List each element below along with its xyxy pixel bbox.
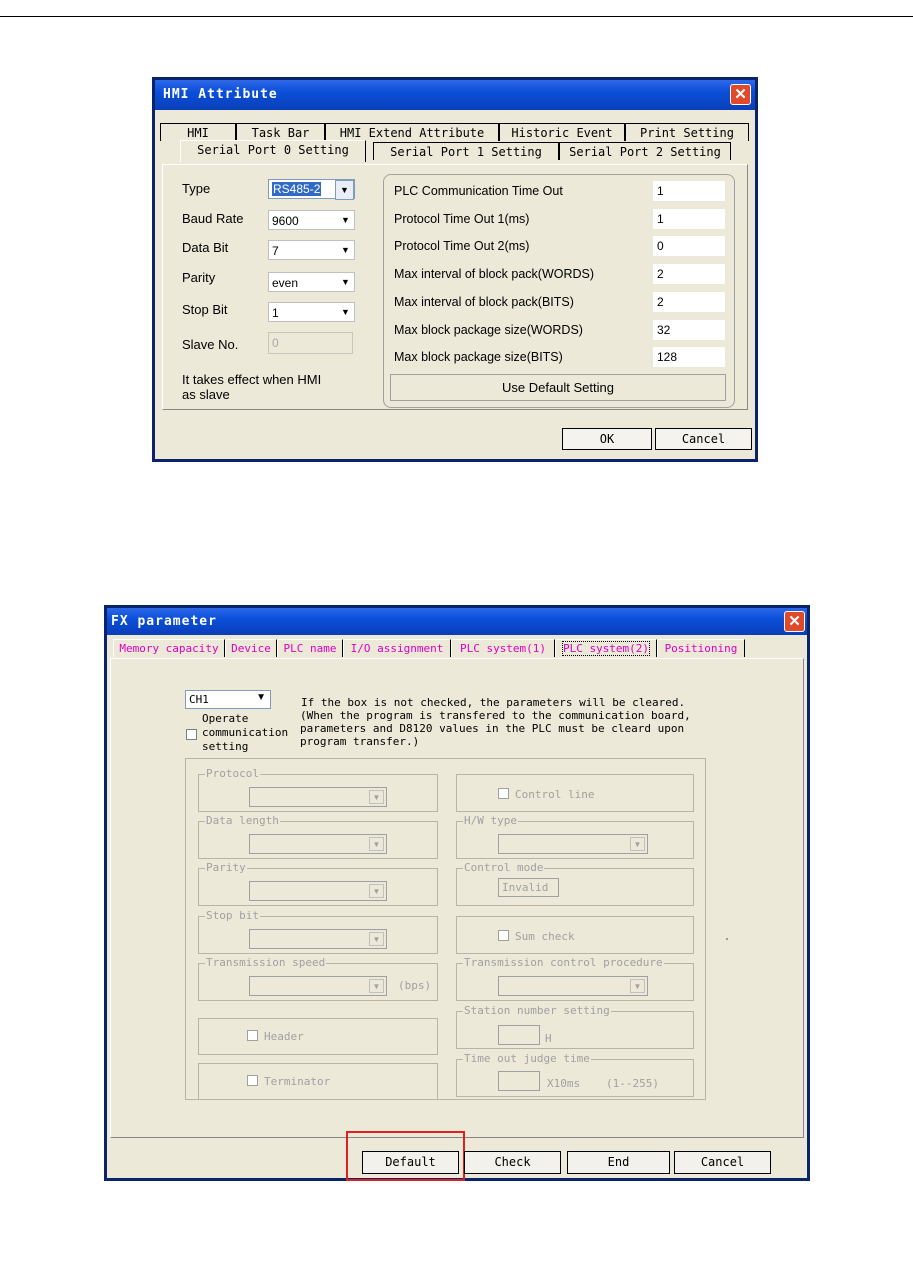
param-label: PLC Communication Time Out bbox=[394, 184, 563, 198]
cancel-button[interactable]: Cancel bbox=[655, 428, 752, 450]
stop-bit-group bbox=[198, 909, 438, 954]
info-line: (When the program is transfered to the communication board, bbox=[300, 709, 691, 722]
slave-no-input[interactable] bbox=[268, 332, 353, 354]
header-group bbox=[198, 1018, 438, 1055]
page-top-rule bbox=[0, 16, 913, 17]
tab-positioning[interactable] bbox=[657, 639, 745, 657]
tab-print-setting[interactable]: Print Setting bbox=[625, 123, 749, 141]
baud-rate-label: Baud Rate bbox=[182, 211, 244, 226]
info-line: parameters and D8120 values in the PLC must be cleard upon bbox=[300, 722, 685, 735]
timeout-group bbox=[456, 1052, 694, 1097]
title-bar bbox=[107, 608, 807, 635]
parity-select[interactable] bbox=[268, 272, 355, 292]
param-value-input[interactable]: 0 bbox=[653, 236, 725, 256]
transmission-control-select[interactable] bbox=[498, 976, 648, 996]
transmission-speed-select[interactable] bbox=[249, 976, 387, 996]
param-value-input[interactable]: 32 bbox=[653, 320, 725, 340]
param-row bbox=[391, 263, 727, 285]
bps-label: (bps) bbox=[398, 979, 432, 992]
param-row bbox=[391, 346, 727, 368]
data-length-select[interactable] bbox=[249, 834, 387, 854]
close-icon[interactable]: ✕ bbox=[730, 84, 751, 105]
station-number-input[interactable] bbox=[498, 1025, 540, 1045]
stop-bit-label: Stop Bit bbox=[182, 302, 228, 317]
tab-serial-port-2[interactable]: Serial Port 2 Setting bbox=[559, 142, 731, 160]
tab-hmi[interactable]: HMI bbox=[160, 123, 236, 141]
param-label: Protocol Time Out 2(ms) bbox=[394, 239, 530, 254]
chevron-down-icon[interactable]: ▼ bbox=[256, 692, 266, 703]
stop-bit-select[interactable] bbox=[268, 302, 355, 322]
stop-bit-value: 1 bbox=[272, 306, 279, 320]
station-number-suffix: H bbox=[545, 1032, 552, 1045]
tab-hmi-extend-attribute[interactable]: HMI Extend Attribute bbox=[325, 123, 499, 141]
stop-bit-legend: Stop bit bbox=[206, 909, 259, 922]
param-label: Max block package size(WORDS) bbox=[394, 322, 583, 337]
param-value-input[interactable]: 1 bbox=[653, 181, 725, 201]
sum-check-label: Sum check bbox=[515, 930, 575, 943]
param-label: Max block package size(BITS) bbox=[394, 350, 563, 365]
operate-checkbox[interactable] bbox=[186, 729, 197, 740]
parity-value: even bbox=[272, 276, 299, 290]
data-bit-value: 7 bbox=[272, 244, 279, 258]
tab-label: Memory capacity bbox=[119, 642, 219, 655]
tab-task-bar[interactable]: Task Bar bbox=[236, 123, 325, 141]
param-row bbox=[391, 208, 727, 230]
chevron-down-icon[interactable]: ▼ bbox=[369, 790, 384, 804]
channel-value: CH1 bbox=[189, 693, 209, 706]
chevron-down-icon[interactable]: ▼ bbox=[630, 837, 645, 851]
timeout-range: (1--255) bbox=[606, 1077, 659, 1090]
chevron-down-icon[interactable]: ▼ bbox=[630, 979, 645, 993]
sum-check-checkbox[interactable] bbox=[498, 930, 509, 941]
control-line-group bbox=[456, 774, 694, 812]
info-line: program transfer.) bbox=[300, 735, 420, 748]
tab-memory-capacity[interactable] bbox=[113, 639, 225, 657]
baud-rate-value: 9600 bbox=[272, 214, 299, 228]
hw-type-select[interactable] bbox=[498, 834, 648, 854]
param-row bbox=[391, 180, 727, 202]
dialog-title: HMI Attribute bbox=[163, 87, 278, 102]
type-label: Type bbox=[182, 181, 211, 196]
transmission-control-group bbox=[456, 956, 694, 1001]
chevron-down-icon[interactable]: ▼ bbox=[337, 303, 354, 321]
tab-label: I/O assignment bbox=[350, 642, 444, 655]
control-mode-legend: Control mode bbox=[464, 861, 544, 874]
tab-serial-port-1[interactable]: Serial Port 1 Setting bbox=[373, 142, 559, 160]
tab-plc-system-2[interactable] bbox=[555, 639, 657, 657]
control-mode-value: Invalid bbox=[502, 881, 549, 894]
control-line-label: Control line bbox=[515, 788, 595, 801]
close-icon[interactable]: ✕ bbox=[784, 611, 805, 632]
transmission-speed-legend: Transmission speed bbox=[206, 956, 326, 969]
transmission-speed-group bbox=[198, 956, 438, 1001]
data-length-group bbox=[198, 814, 438, 859]
station-number-group bbox=[456, 1004, 694, 1049]
slave-no-label: Slave No. bbox=[182, 337, 239, 352]
parity-label: Parity bbox=[182, 270, 216, 285]
header-checkbox[interactable] bbox=[247, 1030, 258, 1041]
protocol-legend: Protocol bbox=[206, 767, 259, 780]
type-value: RS485-2 bbox=[273, 182, 321, 196]
tab-i-o-assignment[interactable] bbox=[343, 639, 451, 657]
parity-select[interactable] bbox=[249, 881, 387, 901]
parity-legend: Parity bbox=[206, 861, 246, 874]
param-label: Max interval of block pack(WORDS) bbox=[394, 267, 595, 282]
protocol-group bbox=[198, 767, 438, 812]
sum-check-group bbox=[456, 916, 694, 954]
tab-label: PLC system(2) bbox=[562, 642, 650, 655]
tab-device[interactable] bbox=[225, 639, 277, 657]
chevron-down-icon[interactable]: ▼ bbox=[337, 273, 354, 291]
tab-plc-system-1[interactable] bbox=[451, 639, 555, 657]
operate-label: Operate communication setting bbox=[202, 712, 289, 753]
timeout-unit: X10ms bbox=[547, 1077, 581, 1090]
dialog-title: FX parameter bbox=[111, 614, 217, 629]
param-row bbox=[391, 235, 727, 257]
data-bit-label: Data Bit bbox=[182, 240, 229, 255]
chevron-down-icon[interactable]: ▼ bbox=[369, 932, 384, 946]
end-button[interactable]: End bbox=[567, 1151, 670, 1174]
protocol-select[interactable] bbox=[249, 787, 387, 807]
baud-rate-select[interactable] bbox=[268, 210, 355, 230]
tab-label: Device bbox=[231, 642, 271, 655]
control-mode-field bbox=[498, 878, 559, 897]
chevron-down-icon[interactable]: ▼ bbox=[337, 241, 354, 259]
tab-label: PLC name bbox=[283, 642, 337, 655]
ok-button[interactable]: OK bbox=[562, 428, 652, 450]
station-number-legend: Station number setting bbox=[464, 1004, 610, 1017]
tab-historic-event[interactable]: Historic Event bbox=[499, 123, 625, 141]
param-label: Max interval of block pack(BITS) bbox=[394, 294, 574, 309]
tab-label: Positioning bbox=[664, 642, 738, 655]
hw-type-group bbox=[456, 814, 694, 859]
chevron-down-icon[interactable]: ▼ bbox=[369, 979, 384, 993]
check-button[interactable]: Check bbox=[464, 1151, 561, 1174]
chevron-down-icon[interactable]: ▼ bbox=[337, 211, 354, 229]
terminator-label: Terminator bbox=[264, 1075, 331, 1088]
timeout-legend: Time out judge time bbox=[464, 1052, 590, 1065]
data-bit-select[interactable] bbox=[268, 240, 355, 260]
slave-no-value: 0 bbox=[272, 336, 279, 350]
terminator-group bbox=[198, 1063, 438, 1100]
chevron-down-icon[interactable]: ▼ bbox=[369, 884, 384, 898]
data-length-legend: Data length bbox=[206, 814, 279, 827]
hw-type-legend: H/W type bbox=[464, 814, 517, 827]
param-value-input[interactable]: 2 bbox=[653, 264, 725, 284]
chevron-down-icon[interactable]: ▼ bbox=[335, 180, 354, 200]
terminator-checkbox[interactable] bbox=[247, 1075, 258, 1086]
param-value-input[interactable]: 1 bbox=[653, 209, 725, 229]
channel-select[interactable] bbox=[185, 690, 271, 709]
param-value-input[interactable]: 128 bbox=[653, 347, 725, 367]
cancel-button[interactable]: Cancel bbox=[674, 1151, 771, 1174]
tab-strip bbox=[113, 639, 803, 657]
default-button[interactable]: Default bbox=[362, 1151, 459, 1174]
timeout-input[interactable] bbox=[498, 1071, 540, 1091]
parity-group bbox=[198, 861, 438, 906]
type-select[interactable] bbox=[268, 179, 355, 199]
param-row bbox=[391, 319, 727, 341]
control-line-checkbox[interactable] bbox=[498, 788, 509, 799]
param-label: Protocol Time Out 1(ms) bbox=[394, 211, 530, 226]
stop-bit-select[interactable] bbox=[249, 929, 387, 949]
info-text bbox=[300, 696, 760, 748]
control-mode-group bbox=[456, 861, 694, 906]
chevron-down-icon[interactable]: ▼ bbox=[369, 837, 384, 851]
title-bar bbox=[155, 80, 755, 110]
header-label: Header bbox=[264, 1030, 304, 1043]
stray-dot bbox=[726, 938, 728, 940]
tab-plc-name[interactable] bbox=[277, 639, 343, 657]
tab-label: PLC system(1) bbox=[459, 642, 547, 655]
use-default-setting-button[interactable]: Use Default Setting bbox=[390, 374, 726, 401]
slave-note: It takes effect when HMI as slave bbox=[182, 372, 322, 402]
transmission-control-legend: Transmission control procedure bbox=[464, 956, 663, 969]
param-row bbox=[391, 291, 727, 313]
param-value-input[interactable]: 2 bbox=[653, 292, 725, 312]
tab-serial-port-0[interactable]: Serial Port 0 Setting bbox=[180, 140, 366, 162]
hmi-attribute-dialog bbox=[152, 77, 758, 462]
fx-parameter-dialog bbox=[104, 605, 810, 1181]
info-line: If the box is not checked, the parameters will be cleared. bbox=[301, 696, 686, 709]
